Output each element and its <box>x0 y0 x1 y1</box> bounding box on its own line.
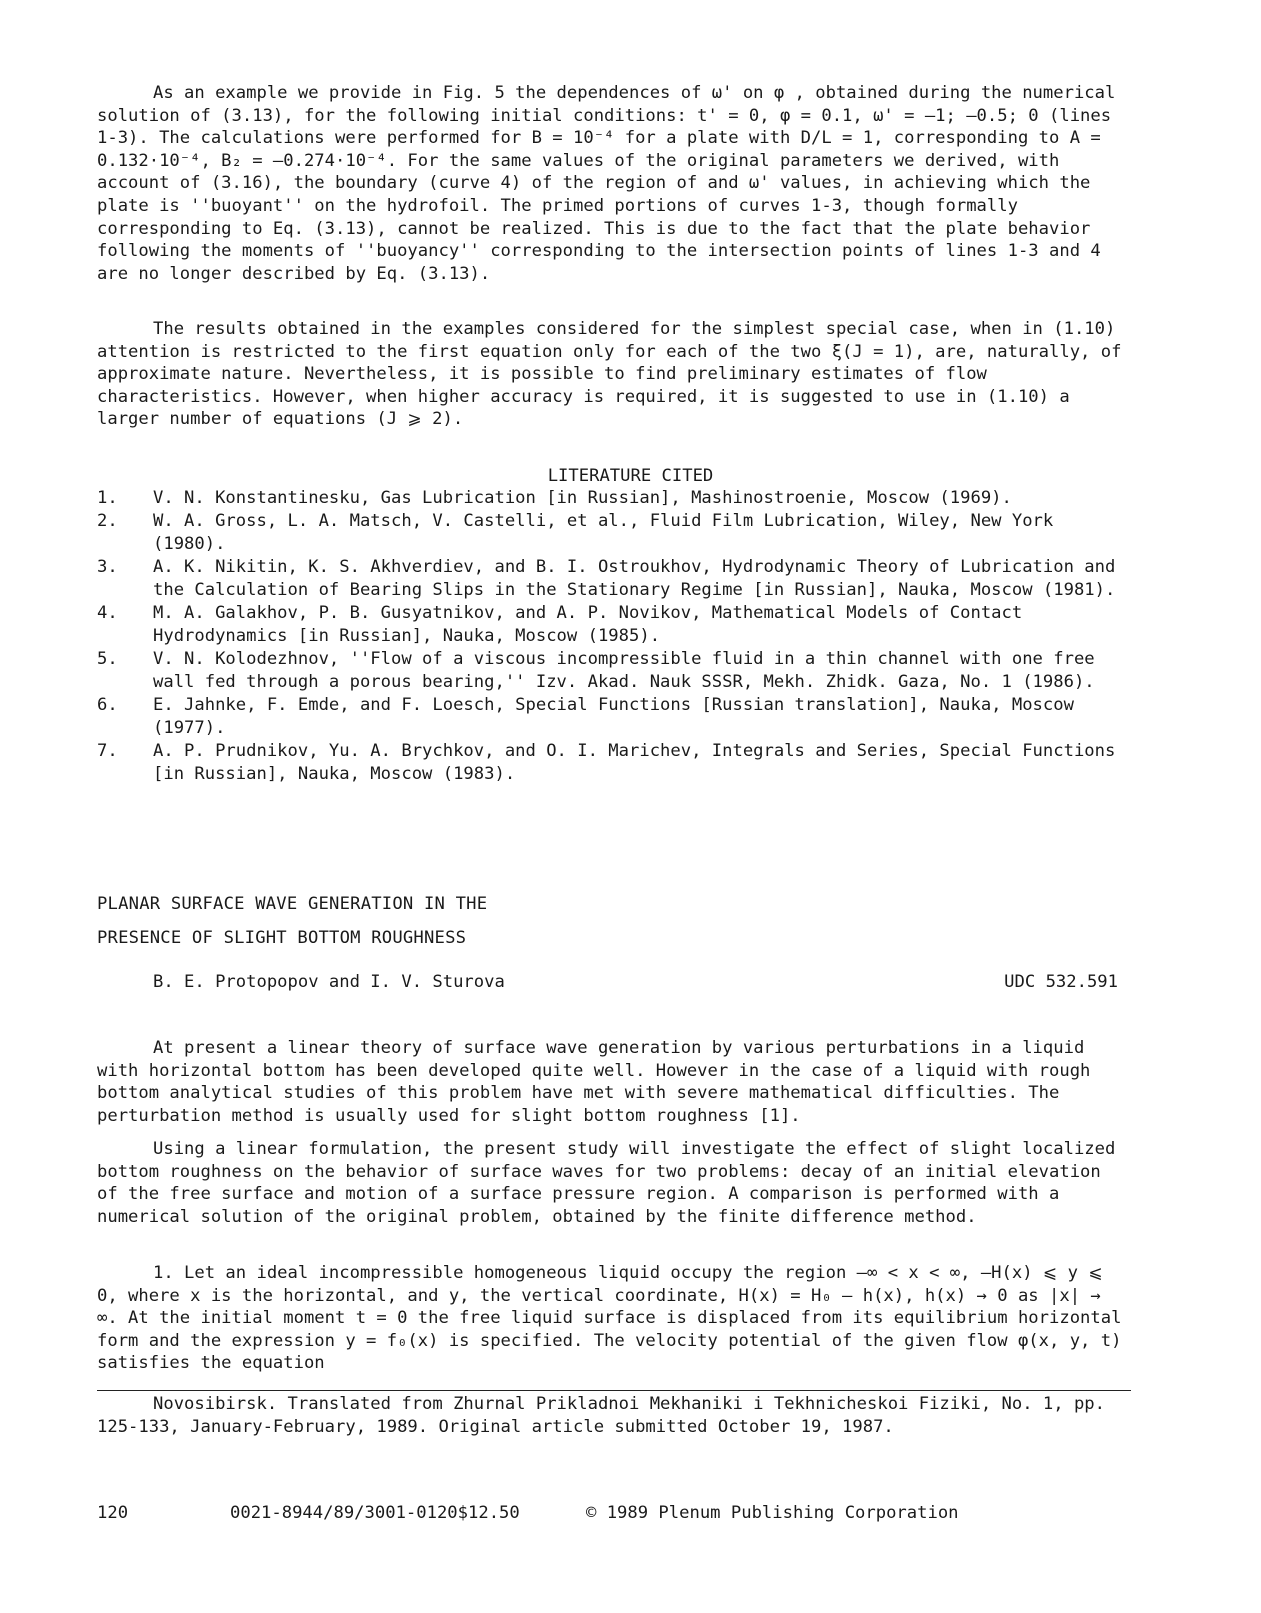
literature-cited-heading: LITERATURE CITED <box>547 466 714 486</box>
reference-number: 5. <box>97 649 118 669</box>
page-number: 120 <box>97 1503 129 1523</box>
reference-list <box>97 487 1131 786</box>
reference-item <box>97 694 1131 740</box>
reference-text: E. Jahnke, F. Emde, and F. Loesch, Special Functions [Russian translation], Nauka, Moscow (1977). <box>153 695 1074 738</box>
reference-number: 7. <box>97 741 118 761</box>
reference-number: 4. <box>97 603 118 623</box>
reference-number: 1. <box>97 488 118 508</box>
copyright-notice: © 1989 Plenum Publishing Corporation <box>586 1503 959 1523</box>
publication-code: 0021-8944/89/3001-0120$12.50 <box>230 1503 520 1523</box>
article-paragraph-3: 1. Let an ideal incompressible homogeneous liquid occupy the region —∞ < x < ∞, —H(x) ⩽ y ⩽ 0, where x is the horizontal, and y, the vertical coordinate, H(x) = H₀ — h(x), h(x) → 0 as |x| → ∞. At the initial moment t = 0 the free liquid surface is displaced from its equilibrium horizontal form and the expression y = f₀(x) is specified. The velocity potential of the given flow φ(x, y, t) satisfies the equation <box>97 1263 1122 1374</box>
body-paragraph-1: As an example we provide in Fig. 5 the dependences of ω' on φ , obtained during the numerical solution of (3.13), for the following initial conditions: t' = 0, φ = 0.1, ω' = —1; —0.5; 0 (lines 1-3). The calculations were performed for B = 10⁻⁴ for a plate with D/L = 1, corresponding to A = 0.132·10⁻⁴, B₂ = —0.274·10⁻⁴. For the same values of the original parameters we derived, with account of (3.16), the boundary (curve 4) of the region of and ω' values, in achieving which the plate is ''buoyant'' on the hydrofoil. The primed portions of curves 1-3, though formally corresponding to Eq. (3.13), cannot be realized. This is due to the fact that the plate behavior following the moments of ''buoyancy'' corresponding to the intersection points of lines 1-3 and 4 are no longer described by Eq. (3.13). <box>97 83 1116 284</box>
body-paragraph-2: The results obtained in the examples considered for the simplest special case, when in (1.10) attention is restricted to the first equation only for each of the two ξ(J = 1), are, naturally, of approximate nature. Nevertheless, it is possible to find preliminary estimates of flow characteristics. However, when higher accuracy is required, it is suggested to use in (1.10) a larger number of equations (J ⩾ 2). <box>97 319 1122 430</box>
reference-number: 3. <box>97 557 118 577</box>
reference-item <box>97 510 1131 556</box>
reference-number: 2. <box>97 511 118 531</box>
reference-text: V. N. Konstantinesku, Gas Lubrication [in Russian], Mashinostroenie, Moscow (1969). <box>153 488 1012 508</box>
udc-code: UDC 532.591 <box>1004 972 1118 992</box>
reference-text: A. P. Prudnikov, Yu. A. Brychkov, and O. I. Marichev, Integrals and Series, Special Functions [in Russian], Nauka, Moscow (1983). <box>153 741 1116 784</box>
article-title-line-2: PRESENCE OF SLIGHT BOTTOM ROUGHNESS <box>97 928 467 948</box>
reference-number: 6. <box>97 695 118 715</box>
reference-item <box>97 740 1131 786</box>
reference-text: W. A. Gross, L. A. Matsch, V. Castelli, et al., Fluid Film Lubrication, Wiley, New York (1980). <box>153 511 1054 554</box>
article-title-line-1: PLANAR SURFACE WAVE GENERATION IN THE <box>97 894 488 914</box>
reference-item <box>97 602 1131 648</box>
reference-text: V. N. Kolodezhnov, ''Flow of a viscous incompressible fluid in a thin channel with one free wall fed through a porous bearing,'' Izv. Akad. Nauk SSSR, Mekh. Zhidk. Gaza, No. 1 (1986). <box>153 649 1095 692</box>
article-paragraph-2: Using a linear formulation, the present study will investigate the effect of slight localized bottom roughness on the behavior of surface waves for two problems: decay of an initial elevation of the free surface and motion of a surface pressure region. A comparison is performed with a numerical solution of the original problem, obtained by the finite difference method. <box>97 1139 1116 1227</box>
reference-item <box>97 648 1131 694</box>
reference-item <box>97 487 1131 510</box>
footnote-divider <box>97 1390 1131 1391</box>
reference-text: A. K. Nikitin, K. S. Akhverdiev, and B. I. Ostroukhov, Hydrodynamic Theory of Lubrication and the Calculation of Bearing Slips in the Stationary Regime [in Russian], Nauka, Moscow (1981). <box>153 557 1116 600</box>
reference-item <box>97 556 1131 602</box>
reference-text: M. A. Galakhov, P. B. Gusyatnikov, and A. P. Novikov, Mathematical Models of Contact Hydrodynamics [in Russian], Nauka, Moscow (1985). <box>153 603 1023 646</box>
article-paragraph-1: At present a linear theory of surface wave generation by various perturbations in a liquid with horizontal bottom has been developed quite well. However in the case of a liquid with rough bottom analytical studies of this problem have met with severe mathematical difficulties. The perturbation method is usually used for slight bottom roughness [1]. <box>97 1038 1091 1126</box>
footnote: Novosibirsk. Translated from Zhurnal Prikladnoi Mekhaniki i Tekhnicheskoi Fiziki, No. 1, pp. 125-133, January-February, 1989. Original article submitted October 19, 1987. <box>97 1394 1105 1437</box>
article-authors: B. E. Protopopov and I. V. Sturova <box>153 972 505 992</box>
